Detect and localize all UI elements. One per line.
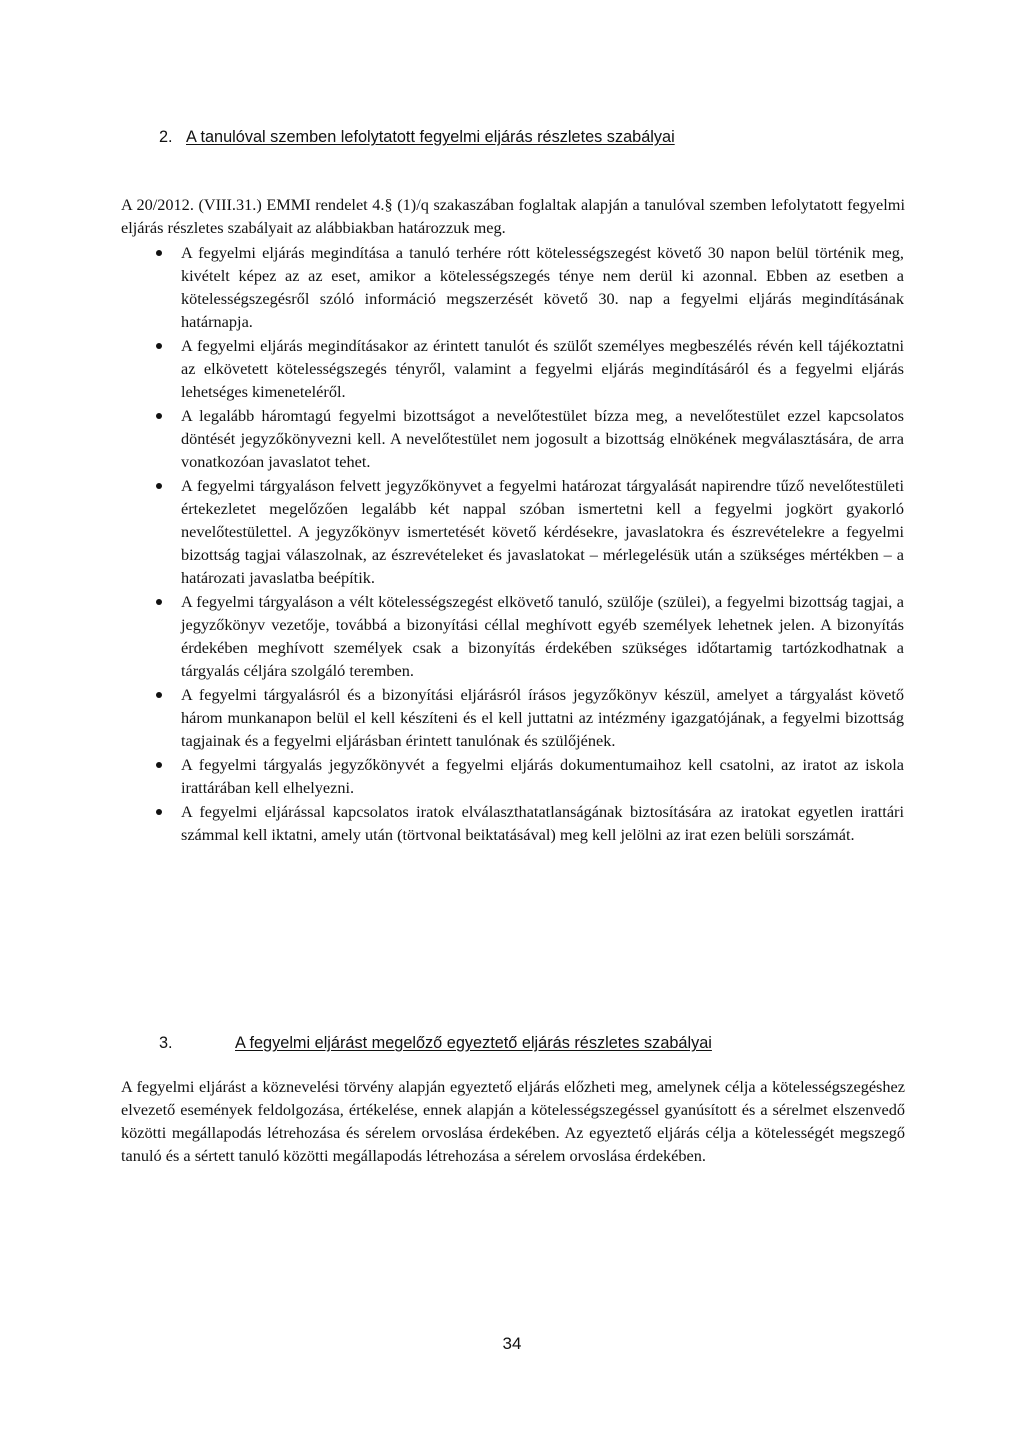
rules-bullet-list xyxy=(138,241,904,847)
bullet-item xyxy=(138,683,904,752)
bullet-text: A fegyelmi eljárás megindításakor az érintett tanulót és szülőt személyes megbeszélés révén kell tájékoztatni az elkövetett kötelességszegés tényről, valamint a fegyelmi eljárás megindításáról és a fegyelmi eljárás lehetséges kimeneteléről. xyxy=(181,336,904,401)
bullet-text: A fegyelmi tárgyaláson felvett jegyzőkönyvet a fegyelmi határozat tárgyalását napirendre tűző nevelőtestületi értekezletet megelőzően legalább két nappal szóban ismertetni kell a fegyelmi jogkört gyakorló nevelőtestülettel. A jegyzőkönyv ismertetését követő kérdésekre, javaslatokra és észrevételekre a fegyelmi bizottság tagjai válaszolnak, az észrevételeket és javaslatokat – mérlegelésük után a szükséges mértékben – a határozati javaslatba beépítik. xyxy=(181,476,904,587)
intro-paragraph: A 20/2012. (VIII.31.) EMMI rendelet 4.§ (1)/q szakaszában foglaltak alapján a tanulóval szemben lefolytatott fegyelmi eljárás részletes szabályait az alábbiakban határozzuk meg. xyxy=(121,195,905,237)
section-3-paragraph: A fegyelmi eljárást a köznevelési törvény alapján egyeztető eljárás előzheti meg, amelynek célja a kötelességszegéshez elvezető események feldolgozása, értékelése, ennek alapján a kötelességszegéssel gyanúsított és a sérelmet elszenvedő közötti megállapodás létrehozása és sérelem orvoslása érdekében. Az egyeztető eljárás célja a kötelességét megszegő tanuló és a sértett tanuló közötti megállapodás létrehozása a sérelem orvoslása érdekében. xyxy=(121,1077,905,1165)
bullet-dot-icon xyxy=(156,809,162,815)
bullet-item xyxy=(138,753,904,799)
section-2-number: 2. xyxy=(159,128,173,146)
bullet-text: A fegyelmi eljárás megindítása a tanuló terhére rótt kötelességszegést követő 30 napon belül történik meg, kivételt képez az az eset, amikor a kötelességszegés ténye nem derül ki azonnal. Ebben az esetben a kötelességszegésről szóló információ megszerzését követő 30. nap a fegyelmi eljárás megindításának határnapja. xyxy=(181,243,904,331)
bullet-item xyxy=(138,334,904,403)
page-number: 34 xyxy=(502,1334,522,1353)
section-2-title: A tanulóval szemben lefolytatott fegyelmi eljárás részletes szabályai xyxy=(186,128,675,146)
bullet-dot-icon xyxy=(156,343,162,349)
bullet-text: A fegyelmi tárgyalás jegyzőkönyvét a fegyelmi eljárás dokumentumaihoz kell csatolni, az iratot az iskola irattárában kell elhelyezni. xyxy=(181,755,904,797)
bullet-dot-icon xyxy=(156,599,162,605)
bullet-dot-icon xyxy=(156,692,162,698)
bullet-item xyxy=(138,800,904,846)
bullet-dot-icon xyxy=(156,250,162,256)
bullet-text: A fegyelmi tárgyalásról és a bizonyítási eljárásról írásos jegyzőkönyv készül, amelyet a tárgyalást követő három munkanapon belül el kell készíteni és el kell juttatni az intézmény igazgatójának, a fegyelmi bizottság tagjainak és a fegyelmi eljárásban érintett tanulónak és szülőjének. xyxy=(181,685,904,750)
bullet-text: A fegyelmi eljárással kapcsolatos iratok elválaszthatatlanságának biztosítására az iratokat egyetlen irattári számmal kell iktatni, amely után (törtvonal beiktatásával) meg kell jelölni az irat ezen belüli sorszámát. xyxy=(181,802,904,844)
section-2-heading xyxy=(159,126,675,148)
section-3-heading xyxy=(159,1032,712,1054)
bullet-dot-icon xyxy=(156,483,162,489)
bullet-dot-icon xyxy=(156,413,162,419)
bullet-dot-icon xyxy=(156,762,162,768)
bullet-text: A fegyelmi tárgyaláson a vélt kötelességszegést elkövető tanuló, szülője (szülei), a fegyelmi bizottság tagjai, a jegyzőkönyv vezetője, továbbá a bizonyítási céllal meghívott egyéb személyek lehetnek jelen. A bizonyítás érdekében meghívott személyek csak a bizonyítás érdekében szükséges időtartamig tartózkodhatnak a tárgyalás céljára szolgáló teremben. xyxy=(181,592,904,680)
bullet-item xyxy=(138,404,904,473)
bullet-item xyxy=(138,590,904,682)
bullet-item xyxy=(138,474,904,589)
bullet-text: A legalább háromtagú fegyelmi bizottságot a nevelőtestület bízza meg, a nevelőtestület ezzel kapcsolatos döntését jegyzőkönyvezni kell. A nevelőtestület nem jogosult a bizottság elnökének megválasztására, de arra vonatkozóan javaslatot tehet. xyxy=(181,406,904,471)
section-3-number: 3. xyxy=(159,1034,173,1052)
section-3-title: A fegyelmi eljárást megelőző egyeztető eljárás részletes szabályai xyxy=(235,1034,712,1052)
bullet-item xyxy=(138,241,904,333)
